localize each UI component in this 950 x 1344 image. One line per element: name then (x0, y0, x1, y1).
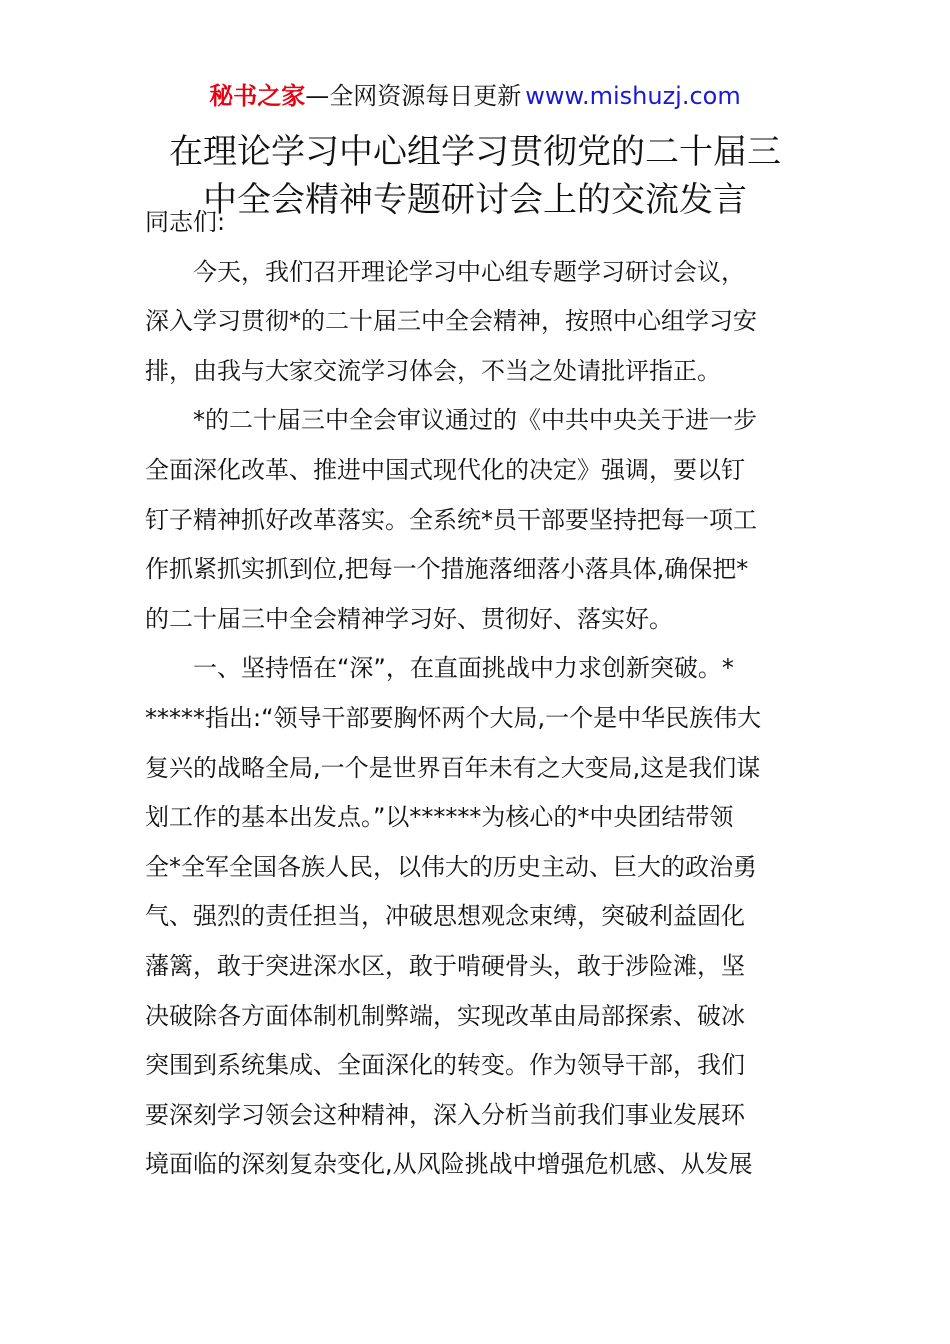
body-line: 气、强烈的责任担当，冲破思想观念束缚，突破利益固化 (145, 902, 745, 931)
body-line: 突围到系统集成、全面深化的转变。作为领导干部，我们 (145, 1051, 745, 1080)
body-line: 全面深化改革、推进中国式现代化的决定》强调，要以钉 (145, 455, 745, 484)
body-line: 藩篱，敢于突进深水区，敢于啃硬骨头，敢于涉险滩，坚 (145, 951, 745, 980)
site-url-link[interactable]: www.mishuzj.com (525, 82, 741, 110)
body-line: 决破除各方面体制机制弊端，实现改革由局部探索、破冰 (145, 1001, 745, 1030)
body-line: 钉子精神抓好改革落实。全系统*员干部要坚持把每一项工 (145, 505, 757, 534)
body-line: *的二十届三中全会审议通过的《中共中央关于进一步 (145, 406, 757, 435)
body-line: 复兴的战略全局,一个是世界百年未有之大变局,这是我们谋 (145, 753, 761, 782)
title-line-2: 中全会精神专题研讨会上的交流发言 (203, 180, 747, 220)
body-line: 作抓紧抓实抓到位,把每一个措施落细落小落具体,确保把* (145, 555, 749, 584)
title-line-1: 在理论学习中心组学习贯彻党的二十届三 (169, 132, 781, 172)
site-tagline: —全网资源每日更新 (305, 82, 522, 110)
body-line: 划工作的基本出发点。”以******为核心的*中央团结带领 (145, 803, 734, 832)
body-line: 深入学习贯彻*的二十届三中全会精神，按照中心组学习安 (145, 307, 757, 336)
body-line: 境面临的深刻复杂变化,从风险挑战中增强危机感、从发展 (145, 1150, 753, 1179)
body-line: 排，由我与大家交流学习体会，不当之处请批评指正。 (145, 356, 721, 385)
body-line: 的二十届三中全会精神学习好、贯彻好、落实好。 (145, 604, 673, 633)
body-line: 要深刻学习领会这种精神，深入分析当前我们事业发展环 (145, 1100, 745, 1129)
body-line: 全*全军全国各族人民，以伟大的历史主动、巨大的政治勇 (145, 852, 757, 881)
document-body (145, 198, 805, 1190)
section-heading-line: 一、坚持悟在“深”，在直面挑战中力求创新突破。* (145, 654, 734, 683)
body-line: *****指出:“领导干部要胸怀两个大局,一个是中华民族伟大 (145, 703, 762, 732)
salutation: 同志们: (145, 208, 226, 236)
site-header (0, 80, 950, 112)
body-line: 今天，我们召开理论学习中心组专题学习研讨会议， (145, 257, 745, 286)
site-brand: 秘书之家 (209, 82, 306, 110)
